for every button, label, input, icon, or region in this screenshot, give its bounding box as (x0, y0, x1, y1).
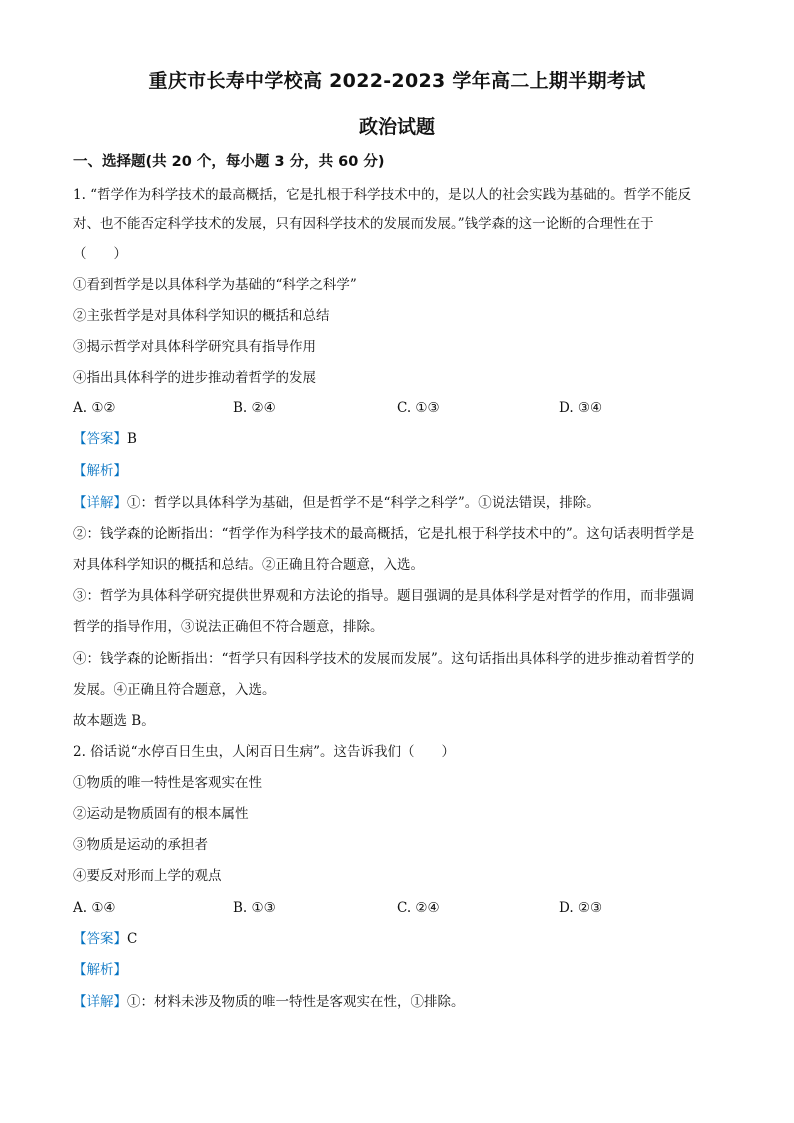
q2-option-a: A. ①④ (73, 900, 116, 916)
answer-value: B (127, 431, 137, 447)
q2-option-c: C. ②④ (397, 900, 440, 916)
q1-item-4: ④指出具体科学的进步推动着哲学的发展 (73, 370, 316, 386)
q2-detail-1 (73, 992, 723, 1012)
q1-option-b: B. ②④ (233, 400, 276, 416)
q1-options (73, 398, 723, 418)
q2-answer (73, 929, 723, 949)
q1-stem-line-3: （ ） (73, 246, 127, 262)
q2-item-2: ②运动是物质固有的根本属性 (73, 806, 249, 822)
section-heading: 一、选择题(共 20 个，每小题 3 分，共 60 分) (73, 154, 385, 170)
q2-analysis-tag: 【解析】 (73, 962, 127, 978)
detail-tag: 【详解】 (73, 495, 127, 511)
q1-detail-2: ②：钱学森的论断指出：“哲学作为科学技术的最高概括，它是扎根于科学技术中的”。这句话表明哲学是 (73, 526, 695, 542)
q1-stem-line-2: 对、也不能否定科学技术的发展，只有因科学技术的发展而发展。”钱学森的这一论断的合理性在于 (73, 216, 654, 232)
answer-tag: 【答案】 (73, 431, 127, 447)
q2-item-1: ①物质的唯一特性是客观实在性 (73, 775, 262, 791)
q2-item-3: ③物质是运动的承担者 (73, 837, 208, 853)
answer-value: C (127, 931, 138, 947)
q1-option-a: A. ①② (73, 400, 116, 416)
q1-detail-6: ④：钱学森的论断指出：“哲学只有因科学技术的发展而发展”。这句话指出具体科学的进步推动着哲学的 (73, 651, 695, 667)
q1-conclusion: 故本题选 B。 (73, 713, 155, 729)
q1-answer (73, 429, 723, 449)
q1-option-c: C. ①③ (397, 400, 440, 416)
page-title: 重庆市长寿中学校高 2022-2023 学年高二上期半期考试 (148, 70, 646, 92)
q1-detail-7: 发展。④正确且符合题意，入选。 (73, 682, 276, 698)
q2-stem: 2. 俗话说“水停百日生虫，人闲百日生病”。这告诉我们（ ） (73, 744, 455, 760)
q1-detail-1 (73, 493, 723, 513)
q1-stem-line-1: 1. “哲学作为科学技术的最高概括，它是扎根于科学技术中的，是以人的社会实践为基础的。哲学不能反 (73, 187, 692, 203)
detail-tag: 【详解】 (73, 994, 127, 1010)
q2-options (73, 898, 723, 918)
q1-item-2: ②主张哲学是对具体科学知识的概括和总结 (73, 308, 330, 324)
q1-option-d: D. ③④ (559, 400, 603, 416)
q2-option-b: B. ①③ (233, 900, 276, 916)
q1-detail-3: 对具体科学知识的概括和总结。②正确且符合题意，入选。 (73, 557, 424, 573)
detail-text: ①：材料未涉及物质的唯一特性是客观实在性，①排除。 (127, 994, 465, 1010)
q1-analysis-tag: 【解析】 (73, 463, 127, 479)
q2-item-4: ④要反对形而上学的观点 (73, 868, 222, 884)
detail-text: ①：哲学以具体科学为基础，但是哲学不是“科学之科学”。①说法错误，排除。 (127, 495, 600, 511)
q1-detail-4: ③：哲学为具体科学研究提供世界观和方法论的指导。题目强调的是具体科学是对哲学的作用，而非强调 (73, 588, 694, 604)
q1-detail-5: 哲学的指导作用，③说法正确但不符合题意，排除。 (73, 619, 384, 635)
page-subtitle: 政治试题 (358, 116, 435, 138)
q2-option-d: D. ②③ (559, 900, 603, 916)
answer-tag: 【答案】 (73, 931, 127, 947)
q1-item-3: ③揭示哲学对具体科学研究具有指导作用 (73, 339, 316, 355)
q1-item-1: ①看到哲学是以具体科学为基础的“科学之科学” (73, 277, 357, 293)
